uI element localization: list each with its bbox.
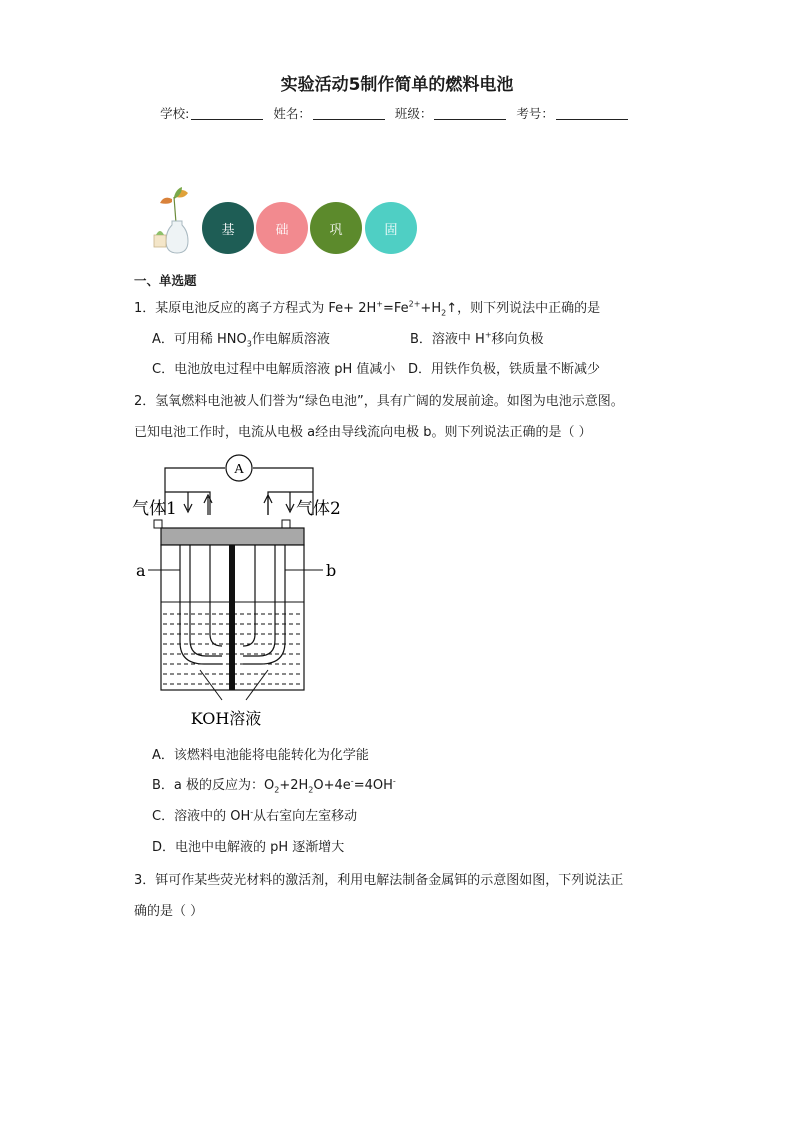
q1-stem: 1．某原电池反应的离子方程式为 $Fe+ 2H^+=Fe^{2+}+H_2↑$，则下列说法中正确的是 xyxy=(134,299,601,318)
exam-number-label: 考号： xyxy=(516,106,554,121)
name-label: 姓名： xyxy=(273,106,311,121)
basic-review-banner xyxy=(152,185,452,255)
q2-option-a: A．该燃料电池能将电能转化为化学能 xyxy=(152,748,369,763)
q2-option-d: D．电池中电解液的 pH 逐渐增大 xyxy=(152,840,345,855)
class-label: 班级： xyxy=(394,106,433,121)
q2-stem-line-2: 已知电池工作时，电流从电极 a经由导线流向电极 b。则下列说法正确的是（ ） xyxy=(134,425,592,440)
banner-circle-2: 础 xyxy=(256,202,308,254)
koh-solution-label: KOH溶液 xyxy=(190,709,262,728)
q2-option-b: B．a 极的反应为：$O_2+2H_2O+4e^-=4OH^-$ xyxy=(152,776,396,795)
banner-circle-1: 基 xyxy=(202,202,254,254)
q2-stem-line-1: 2．氢氧燃料电池被人们誉为“绿色电池”，具有广阔的发展前途。如图为电池示意图。 xyxy=(134,394,624,409)
exam-number-blank xyxy=(556,107,628,120)
gas-2-label: 气体2 xyxy=(296,499,341,519)
page-title: 实验活动5制作简单的燃料电池 xyxy=(280,75,514,95)
electrode-a-label: a xyxy=(136,561,146,580)
gas-1-label: 气体1 xyxy=(132,499,177,519)
section-heading: 一、单选题 xyxy=(134,273,197,288)
banner-circle-4: 固 xyxy=(365,202,417,254)
banner-circle-3: 巩 xyxy=(310,202,362,254)
name-blank xyxy=(313,107,385,120)
student-info-line xyxy=(0,104,794,122)
school-blank xyxy=(191,107,263,120)
class-blank xyxy=(434,107,506,120)
q1-option-b: B．溶液中 H+移向负极 xyxy=(410,330,544,347)
q1-option-c: C．电池放电过程中电解质溶液 pH 值减小 xyxy=(152,362,396,377)
q3-stem-line-1: 3．铒可作某些荧光材料的激活剂，利用电解法制备金属铒的示意图如图，下列说法正 xyxy=(134,873,624,888)
school-label: 学校: xyxy=(160,106,190,121)
q1-option-a: A．可用稀 $HNO_3$作电解质溶液 xyxy=(152,332,330,349)
electrode-b-label: b xyxy=(326,561,337,580)
plant-vase-icon xyxy=(152,185,196,255)
q3-stem-line-2: 确的是（ ） xyxy=(134,904,204,919)
fuel-cell-diagram xyxy=(128,452,358,732)
ammeter-label: A xyxy=(233,462,245,477)
q1-option-d: D．用铁作负极，铁质量不断减少 xyxy=(408,362,601,377)
q2-option-c: C．溶液中的 OH-从右室向左室移动 xyxy=(152,807,358,824)
